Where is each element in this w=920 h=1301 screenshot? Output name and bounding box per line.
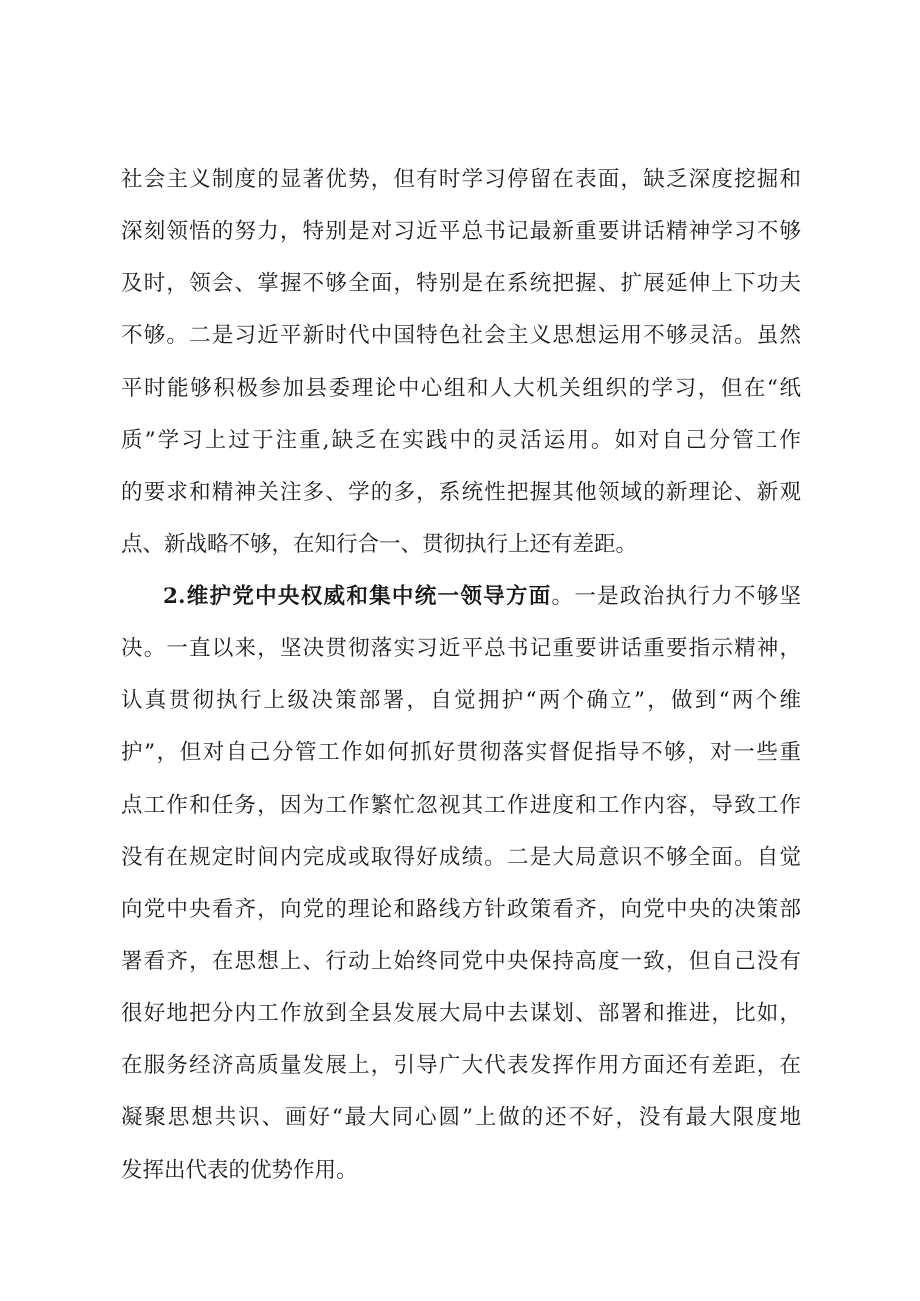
paragraph-1-line-6: 质”学习上过于注重,缺乏在实践中的灵活运用。如对自己分管工作 <box>121 428 801 453</box>
paragraph-1-line-5: 平时能够积极参加县委理论中心组和人大机关组织的学习，但在“纸 <box>121 376 801 401</box>
paragraph-2-line-1-rest: 。一是政治执行力不够坚 <box>551 584 801 609</box>
paragraph-2-line-5: 点工作和任务，因为工作繁忙忽视其工作进度和工作内容，导致工作 <box>121 793 801 818</box>
section-heading: 2.维护党中央权威和集中统一领导方面 <box>163 584 552 609</box>
paragraph-2-line-12: 发挥出代表的优势作用。 <box>121 1158 358 1183</box>
paragraph-2-line-3: 认真贯彻执行上级决策部署，自觉拥护“两个确立”，做到“两个维 <box>121 688 801 713</box>
paragraph-2-line-11: 凝聚思想共识、画好“最大同心圆”上做的还不好，没有最大限度地 <box>121 1105 801 1130</box>
paragraph-1-line-7: 的要求和精神关注多、学的多，系统性把握其他领域的新理论、新观 <box>121 480 801 505</box>
paragraph-1-line-2: 深刻领悟的努力，特别是对习近平总书记最新重要讲话精神学习不够 <box>121 219 801 244</box>
paragraph-2-line-10: 在服务经济高质量发展上，引导广大代表发挥作用方面还有差距，在 <box>121 1053 801 1078</box>
paragraph-2-line-7: 向党中央看齐，向党的理论和路线方针政策看齐，向党中央的决策部 <box>121 897 801 922</box>
paragraph-2-line-1 <box>163 577 801 617</box>
paragraph-2-line-4: 护”，但对自己分管工作如何抓好贯彻落实督促指导不够，对一些重 <box>121 740 801 765</box>
paragraph-2-line-9: 很好地把分内工作放到全县发展大局中去谋划、部署和推进，比如， <box>121 1001 801 1026</box>
paragraph-2-line-8: 署看齐，在思想上、行动上始终同党中央保持高度一致，但自己没有 <box>121 949 801 974</box>
paragraph-1-line-1: 社会主义制度的显著优势，但有时学习停留在表面，缺乏深度挖掘和 <box>121 167 801 192</box>
paragraph-1-line-3: 及时，领会、掌握不够全面，特别是在系统把握、扩展延伸上下功夫 <box>121 271 801 296</box>
paragraph-1-line-4: 不够。二是习近平新时代中国特色社会主义思想运用不够灵活。虽然 <box>121 323 801 348</box>
paragraph-2-line-6: 没有在规定时间内完成或取得好成绩。二是大局意识不够全面。自觉 <box>121 845 801 870</box>
paragraph-1-line-8: 点、新战略不够，在知行合一、贯彻执行上还有差距。 <box>121 532 638 557</box>
paragraph-2-line-2: 决。一直以来，坚决贯彻落实习近平总书记重要讲话重要指示精神， <box>121 636 801 661</box>
